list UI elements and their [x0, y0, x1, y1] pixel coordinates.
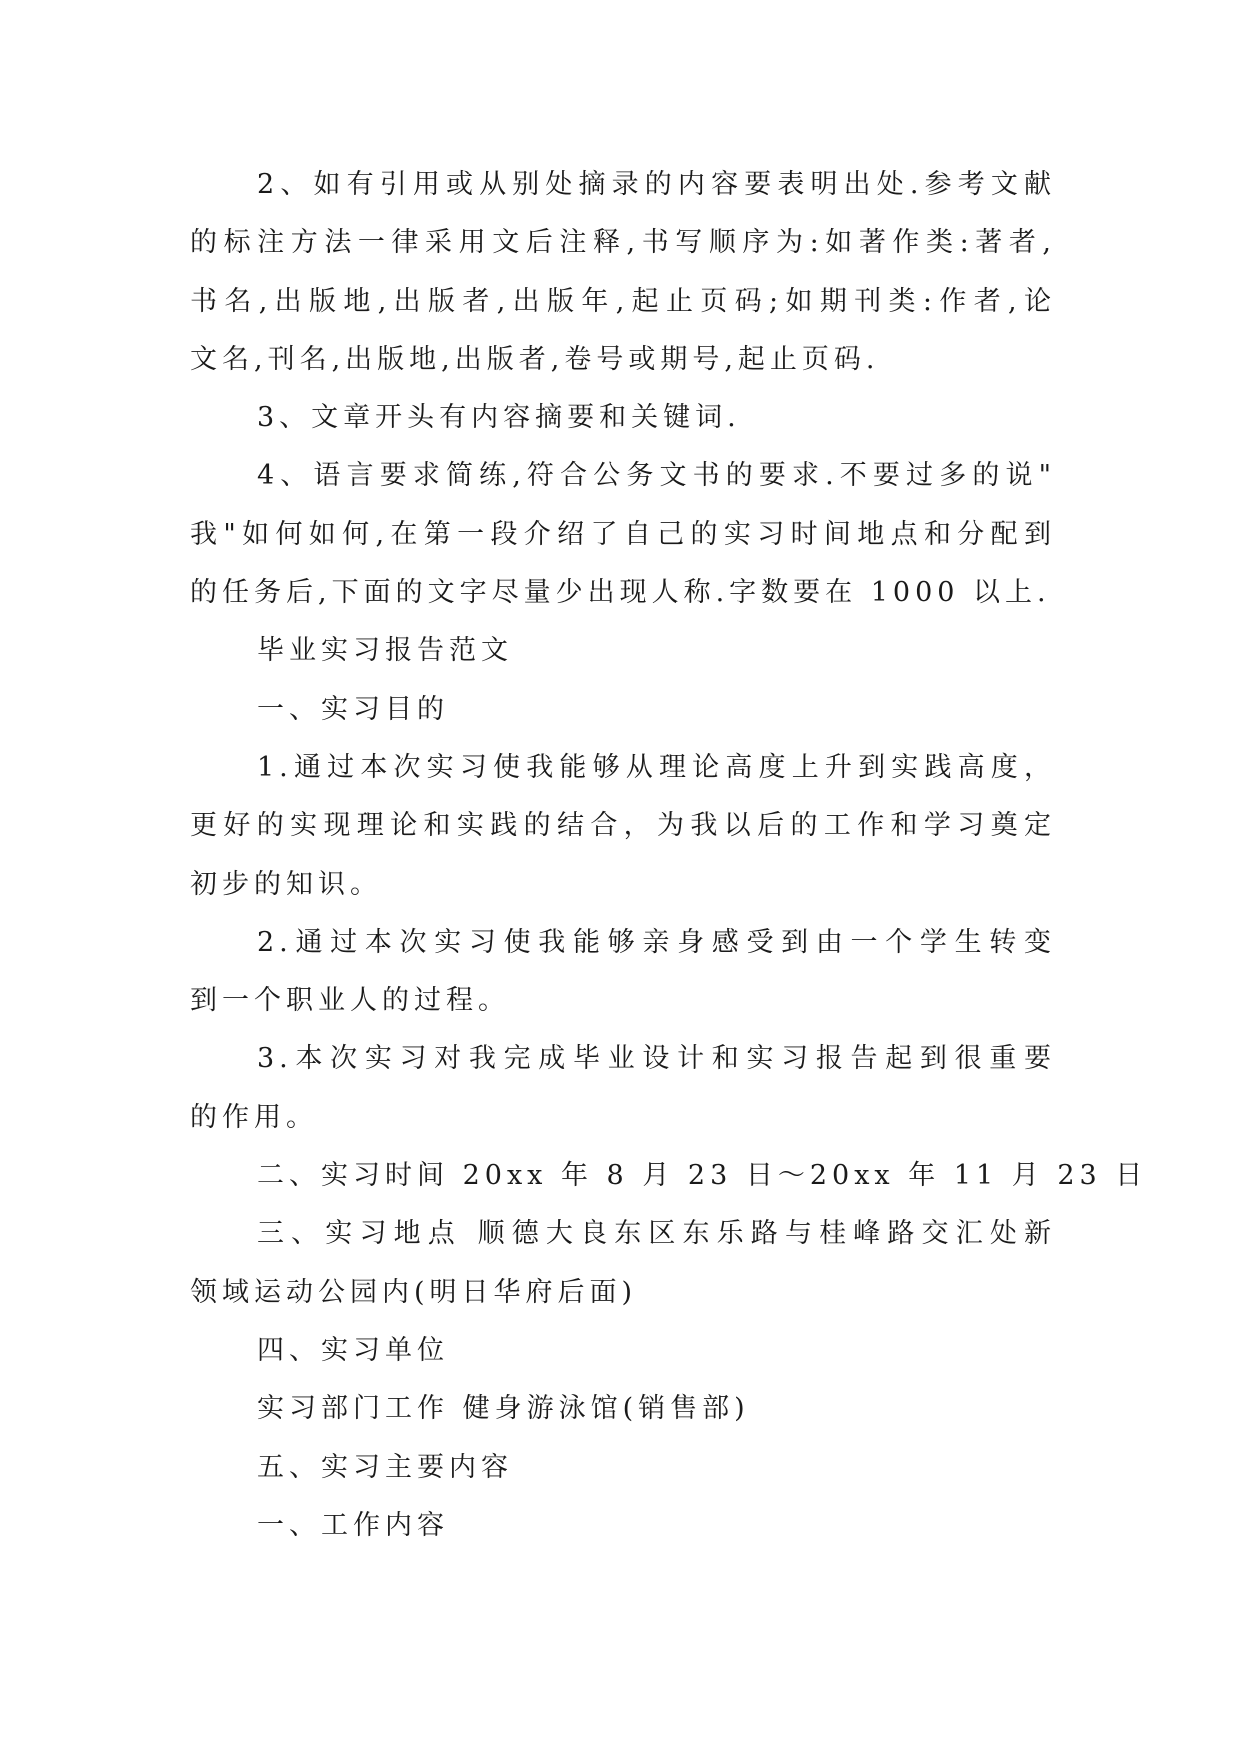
paragraph	[190, 914, 1056, 1031]
paragraph	[190, 622, 1056, 680]
text-line: 4、语言要求简练,符合公务文书的要求.不要过多的说"	[257, 460, 1056, 492]
text-line: 到一个职业人的过程。	[190, 985, 510, 1017]
text-line: 3.本次实习对我完成毕业设计和实习报告起到很重要	[257, 1043, 1056, 1075]
paragraph	[190, 1147, 1148, 1205]
text-line: 领域运动公园内(明日华府后面)	[190, 1276, 638, 1308]
paragraph	[190, 1322, 1056, 1380]
text-line: 初步的知识。	[190, 868, 382, 900]
text-line: 一、工作内容	[257, 1509, 449, 1541]
text-line: 五、实习主要内容	[257, 1451, 513, 1483]
text-line: 1.通过本次实习使我能够从理论高度上升到实践高度，	[257, 751, 1056, 783]
text-line: 三、实习地点 顺德大良东区东乐路与桂峰路交汇处新	[257, 1218, 1056, 1250]
paragraph	[190, 389, 1056, 447]
text-line: 二、实习时间 20xx 年 8 月 23 日～20xx 年 11 月 23 日	[257, 1160, 1148, 1192]
paragraph	[190, 1439, 1056, 1497]
paragraph	[190, 447, 1056, 622]
document-body	[190, 156, 1148, 1555]
text-line: 实习部门工作 健身游泳馆(销售部)	[257, 1393, 750, 1425]
text-line: 书名,出版地,出版者,出版年,起止页码;如期刊类:作者,论	[190, 285, 1056, 317]
text-line: 文名,刊名,出版地,出版者,卷号或期号,起止页码.	[190, 343, 880, 375]
text-line: 2、如有引用或从别处摘录的内容要表明出处.参考文献	[257, 169, 1056, 200]
paragraph	[190, 681, 1056, 739]
text-line: 的作用。	[190, 1101, 318, 1133]
text-line: 一、实习目的	[257, 693, 449, 725]
text-line: 3、文章开头有内容摘要和关键词.	[257, 402, 741, 434]
paragraph	[190, 1030, 1056, 1147]
text-line: 2.通过本次实习使我能够亲身感受到由一个学生转变	[257, 926, 1056, 958]
paragraph	[190, 1205, 1056, 1322]
paragraph	[190, 156, 1056, 389]
text-line: 四、实习单位	[257, 1334, 449, 1366]
text-line: 的标注方法一律采用文后注释,书写顺序为:如著作类:著者,	[190, 227, 1056, 259]
text-line: 毕业实习报告范文	[257, 635, 513, 667]
text-line: 更好的实现理论和实践的结合，为我以后的工作和学习奠定	[190, 810, 1056, 842]
paragraph	[190, 1380, 1056, 1438]
text-line: 的任务后,下面的文字尽量少出现人称.字数要在 1000 以上.	[190, 577, 1051, 609]
paragraph	[190, 739, 1056, 914]
paragraph	[190, 1497, 1056, 1555]
text-line: 我"如何如何,在第一段介绍了自己的实习时间地点和分配到	[190, 518, 1056, 550]
